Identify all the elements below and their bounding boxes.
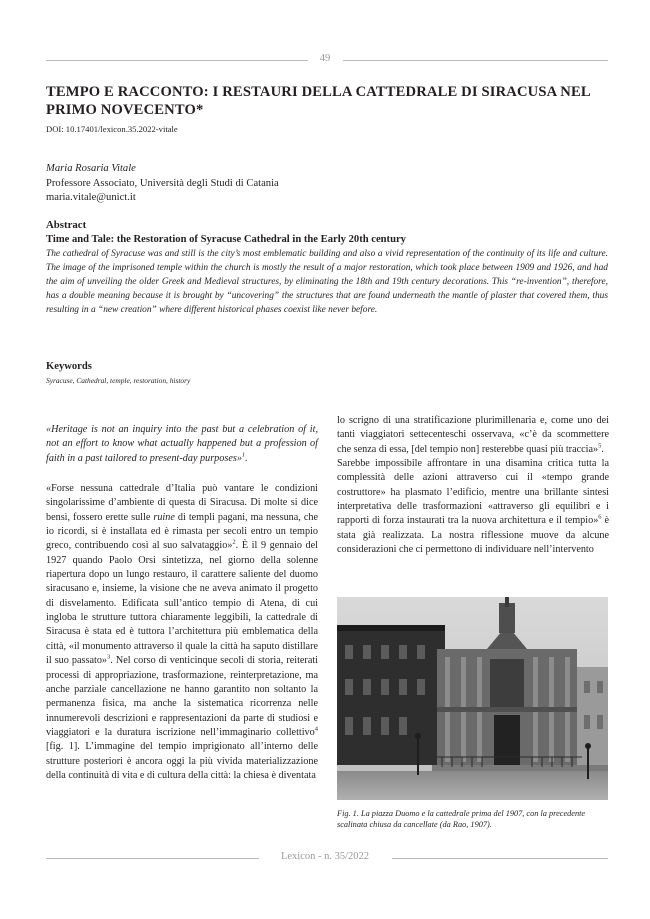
- body-column-right: [337, 414, 609, 557]
- footer-rule-right: [392, 858, 608, 859]
- footnote-ref[interactable]: 4: [314, 725, 318, 733]
- body-column-left: [46, 423, 318, 783]
- epigraph-quote: «Heritage is not an inquiry into the past but a celebration of it, not an effort to know what actually happened but a profession of faith in a past tailored to present-day purposes»$^1$.: [46, 424, 318, 464]
- header-rule-right: [343, 60, 608, 61]
- footnote-ref[interactable]: 1: [241, 451, 246, 459]
- footnote-ref[interactable]: 3: [107, 653, 111, 661]
- body-paragraph-2: lo scrigno di una stratificazione plurimillenaria e, come uno dei tanti viaggiatori settecenteschi osservava, «c’è da scommettere che senza di essa, [del tempio non] resterebbe quasi più traccia»$^5$.: [337, 415, 609, 455]
- figure-caption: Fig. 1. La piazza Duomo e la cattedrale prima del 1907, con la precedente scalinata chiusa da cancellate (da Rao, 1907).: [337, 809, 586, 829]
- footnote-ref[interactable]: 6: [598, 514, 602, 522]
- cathedral-photo: [337, 597, 608, 800]
- journal-footer: Lexicon - n. 35/2022: [280, 851, 370, 862]
- author-email[interactable]: maria.vitale@unict.it: [46, 192, 136, 203]
- footnote-ref[interactable]: 5: [598, 442, 602, 450]
- author-block: [46, 162, 279, 206]
- footnote-ref[interactable]: 2: [232, 539, 236, 547]
- abstract-heading: Abstract: [46, 219, 87, 231]
- keywords-list: Syracuse, Cathedral, temple, restoration, history: [46, 376, 191, 385]
- author-name: Maria Rosaria Vitale: [46, 163, 136, 174]
- keywords-heading: Keywords: [46, 361, 92, 372]
- body-paragraph-3: Sarebbe impossibile affrontare in una disamina critica tutta la complessità delle azioni attraverso cui il «tempo grande costruttore» ha plasmato l’edificio, mentre una brillante sintesi interpretativa delle trasformazioni «attraverso gli equilibri e i rapporti di forza instaurati tra la nuova architettura e il tempio»$^6$ è stata già realizzata. La nostra riflessione muove da alcune considerazioni che ci permettono di individuare nell’intervento: [337, 458, 610, 556]
- author-affiliation: Professore Associato, Università degli Studi di Catania: [46, 177, 279, 189]
- doi: DOI: 10.17401/lexicon.35.2022-vitale: [46, 124, 178, 134]
- page-number: 49: [319, 53, 331, 64]
- abstract-title: Time and Tale: the Restoration of Syracuse Cathedral in the Early 20th century: [46, 234, 406, 245]
- abstract-text: The cathedral of Syracuse was and still is the city’s most emblematic building and also a vivid representation of the continuity of its life and culture. The image of the imprisoned temple within the church is mostly the result of a major restoration, which took place between 1909 and 1926, and had the aim of unveiling the older Greek and Medieval structures, by eliminating the 18th and 19th century decorations. This “re-invention”, therefore, has a double meaning because it is brought by “uncovering” the structures that are found underneath the mantle of plaster that covered them, thus resulting in a “new creation” where different historical phases coexist like never before.: [46, 249, 608, 315]
- article-title: TEMPO E RACCONTO: I RESTAURI DELLA CATTEDRALE DI SIRACUSA NEL PRIMO NOVECENTO*: [46, 84, 590, 118]
- body-paragraph-1: «Forse nessuna cattedrale d’Italia può vantare le condizioni singolarissime d’ambiente di questa di Siracusa. Di molte si dice bensì, fossero erette sulle ruine di templi pagani, ma nessuna, che io ricordi, si è installata ed è rimasta per secoli entro un tempio greco, contribuendo così al suo salvataggio»$^2$. È il 9 gennaio del 1927 quando Paolo Orsi sintetizza, nel giorno della solenne riapertura dopo un lungo restauro, il carattere saliente del duomo siracusano e, insieme, la visione che ne aveva animato il progetto di disvelamento. Edificata sull’antico tempio di Atena, di cui ingloba le strutture tuttora chiaramente leggibili, la cattedrale di Siracusa è stata ed è tuttora l’architettura più emblematica della città, «il monumento attraverso il quale la città ha saputo distillare il suo passato»$^3$. Nel corso di venticinque secoli di storia, reiterati processi di appropriazione, trasformazione, reinterpretazione, ma anche parziale cancellazione ne hanno garantito non soltanto la permanenza fisica, ma anche la sistematica ricorrenza nelle innumerevoli descrizioni e rappresentazioni da parte di studiosi e viaggiatori e la duratura iscrizione nell’immaginario collettivo$^4$ [fig. 1]. L’immagine del tempio imprigionato all’interno delle strutture posteriori è ancora oggi la più vivida materializzazione della continuità di vita e di cultura della città: la chiesa è diventata: [46, 483, 319, 781]
